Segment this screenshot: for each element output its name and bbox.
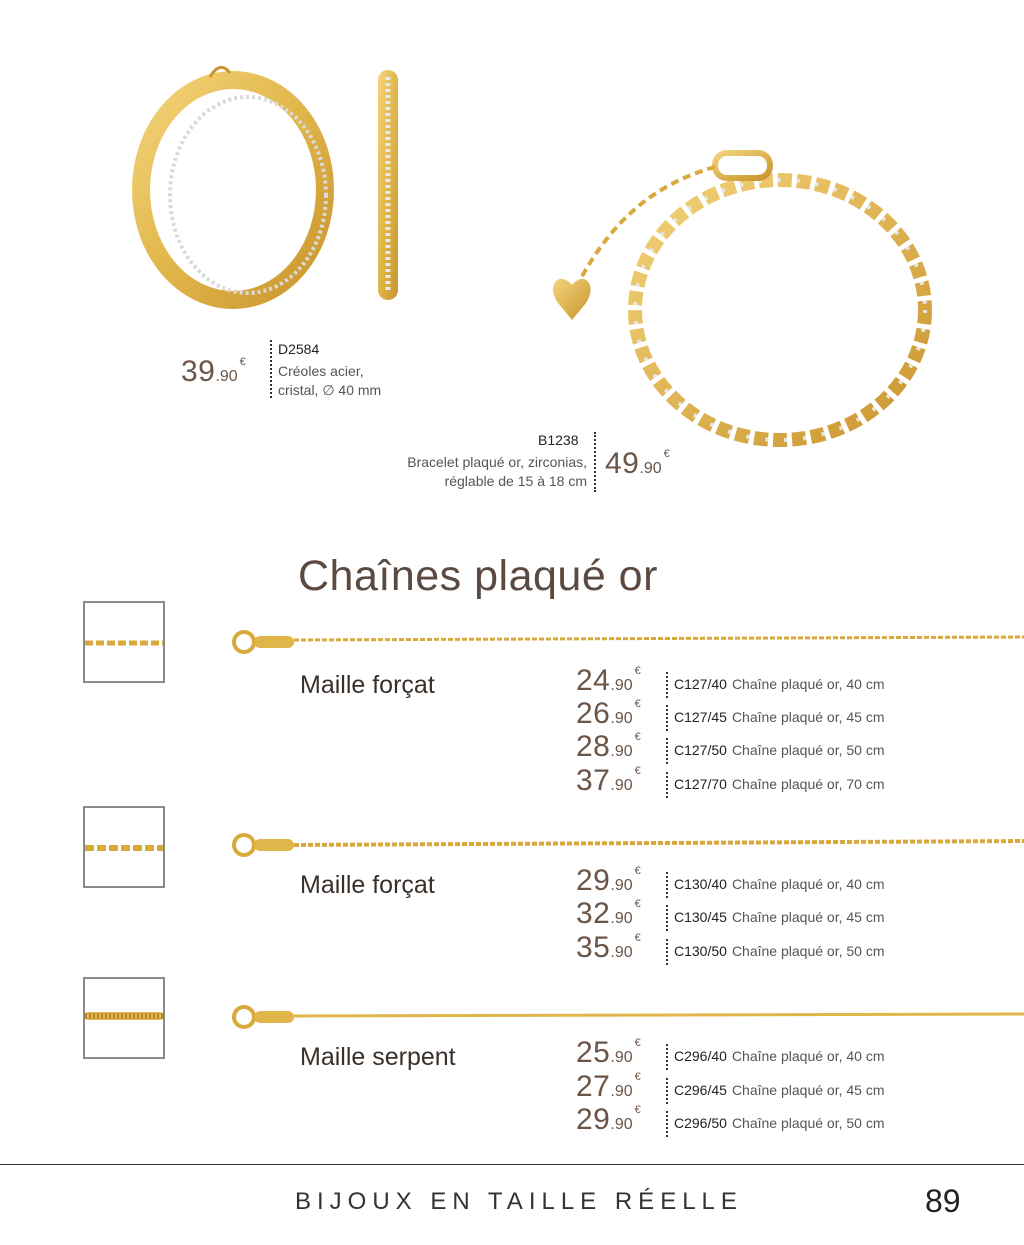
chain-thumbnail — [83, 977, 165, 1059]
price — [576, 1070, 641, 1104]
product-label — [674, 909, 884, 925]
product-code: D2584 — [278, 341, 320, 357]
chain-image — [230, 625, 1024, 659]
price-integer: 39 — [181, 355, 216, 388]
price — [576, 697, 641, 731]
price — [576, 931, 641, 965]
currency-symbol: € — [634, 665, 641, 677]
divider — [666, 1044, 668, 1070]
bracelet-price — [605, 447, 670, 481]
price-integer: 25 — [576, 1036, 611, 1069]
product-label — [674, 776, 884, 792]
price-decimal: .90 — [610, 743, 633, 760]
product-label — [674, 742, 884, 758]
product-description: Chaîne plaqué or, 50 cm — [731, 742, 885, 758]
price-decimal: .90 — [610, 1116, 633, 1133]
product-description-line2: réglable de 15 à 18 cm — [444, 473, 587, 489]
currency-symbol: € — [239, 356, 246, 368]
product-code: C296/40 — [674, 1048, 727, 1064]
product-label — [674, 676, 884, 692]
product-label — [674, 876, 884, 892]
price-decimal: .90 — [610, 677, 633, 694]
product-label — [674, 1115, 884, 1131]
product-description: Chaîne plaqué or, 40 cm — [731, 876, 885, 892]
divider — [270, 340, 272, 398]
chain-image — [230, 828, 1024, 862]
divider — [666, 1111, 668, 1137]
chain-thumbnail — [83, 806, 165, 888]
price — [576, 864, 641, 898]
earrings-image — [130, 55, 420, 315]
chain-type-label: Maille forçat — [300, 671, 435, 699]
currency-symbol: € — [634, 932, 641, 944]
chain-image — [230, 1000, 1024, 1034]
product-description: Chaîne plaqué or, 50 cm — [731, 943, 885, 959]
product-label — [674, 1082, 884, 1098]
divider — [594, 432, 596, 492]
product-description: Chaîne plaqué or, 50 cm — [731, 1115, 885, 1131]
currency-symbol: € — [634, 1104, 641, 1116]
earrings-price — [181, 355, 246, 389]
price-integer: 35 — [576, 931, 611, 964]
product-description-line2: cristal, ∅ 40 mm — [278, 382, 382, 398]
price — [576, 664, 641, 698]
divider — [666, 1078, 668, 1104]
price-integer: 26 — [576, 697, 611, 730]
price-decimal: .90 — [610, 777, 633, 794]
product-code: B1238 — [538, 432, 579, 448]
footer-divider — [0, 1164, 1024, 1165]
divider — [666, 738, 668, 764]
price-integer: 27 — [576, 1070, 611, 1103]
product-code: C127/50 — [674, 742, 727, 758]
price-integer: 49 — [605, 447, 640, 480]
section-title: Chaînes plaqué or — [298, 552, 658, 600]
divider — [666, 772, 668, 798]
divider — [666, 872, 668, 898]
product-description: Chaîne plaqué or, 40 cm — [731, 676, 885, 692]
currency-symbol: € — [634, 1037, 641, 1049]
product-label — [674, 943, 884, 959]
product-label — [674, 709, 884, 725]
price — [576, 1036, 641, 1070]
price-decimal: .90 — [610, 1049, 633, 1066]
currency-symbol: € — [634, 765, 641, 777]
price-decimal: .90 — [610, 1083, 633, 1100]
product-code: C130/50 — [674, 943, 727, 959]
price — [576, 730, 641, 764]
price-decimal: .90 — [610, 710, 633, 727]
price-integer: 37 — [576, 764, 611, 797]
product-description: Chaîne plaqué or, 45 cm — [731, 909, 885, 925]
product-description: Chaîne plaqué or, 40 cm — [731, 1048, 885, 1064]
divider — [666, 672, 668, 698]
chain-type-label: Maille forçat — [300, 871, 435, 899]
product-label — [674, 1048, 884, 1064]
product-description: Chaîne plaqué or, 45 cm — [731, 709, 885, 725]
currency-symbol: € — [634, 698, 641, 710]
product-code: C130/40 — [674, 876, 727, 892]
price-integer: 29 — [576, 864, 611, 897]
divider — [666, 705, 668, 731]
product-code: C127/40 — [674, 676, 727, 692]
price-integer: 28 — [576, 730, 611, 763]
price-integer: 32 — [576, 897, 611, 930]
product-description: Chaîne plaqué or, 45 cm — [731, 1082, 885, 1098]
chain-thumbnail — [83, 601, 165, 683]
footer-title: BIJOUX EN TAILLE RÉELLE — [295, 1188, 743, 1215]
product-code: C130/45 — [674, 909, 727, 925]
price-decimal: .90 — [610, 944, 633, 961]
price-decimal: .90 — [610, 877, 633, 894]
bracelet-image — [540, 145, 940, 465]
product-code: C127/70 — [674, 776, 727, 792]
currency-symbol: € — [634, 731, 641, 743]
currency-symbol: € — [663, 448, 670, 460]
product-code: C127/45 — [674, 709, 727, 725]
divider — [666, 905, 668, 931]
product-code: C296/50 — [674, 1115, 727, 1131]
price-integer: 24 — [576, 664, 611, 697]
price-decimal: .90 — [610, 910, 633, 927]
price — [576, 764, 641, 798]
chain-type-label: Maille serpent — [300, 1043, 456, 1071]
product-description: Chaîne plaqué or, 70 cm — [731, 776, 885, 792]
price-decimal: .90 — [215, 368, 238, 385]
price — [576, 1103, 641, 1137]
product-description-line1: Créoles acier, — [278, 363, 364, 379]
product-description-line1: Bracelet plaqué or, zirconias, — [407, 454, 587, 470]
product-code: C296/45 — [674, 1082, 727, 1098]
currency-symbol: € — [634, 865, 641, 877]
currency-symbol: € — [634, 1071, 641, 1083]
currency-symbol: € — [634, 898, 641, 910]
page-number: 89 — [925, 1183, 961, 1219]
price-integer: 29 — [576, 1103, 611, 1136]
price-decimal: .90 — [639, 460, 662, 477]
divider — [666, 939, 668, 965]
price — [576, 897, 641, 931]
